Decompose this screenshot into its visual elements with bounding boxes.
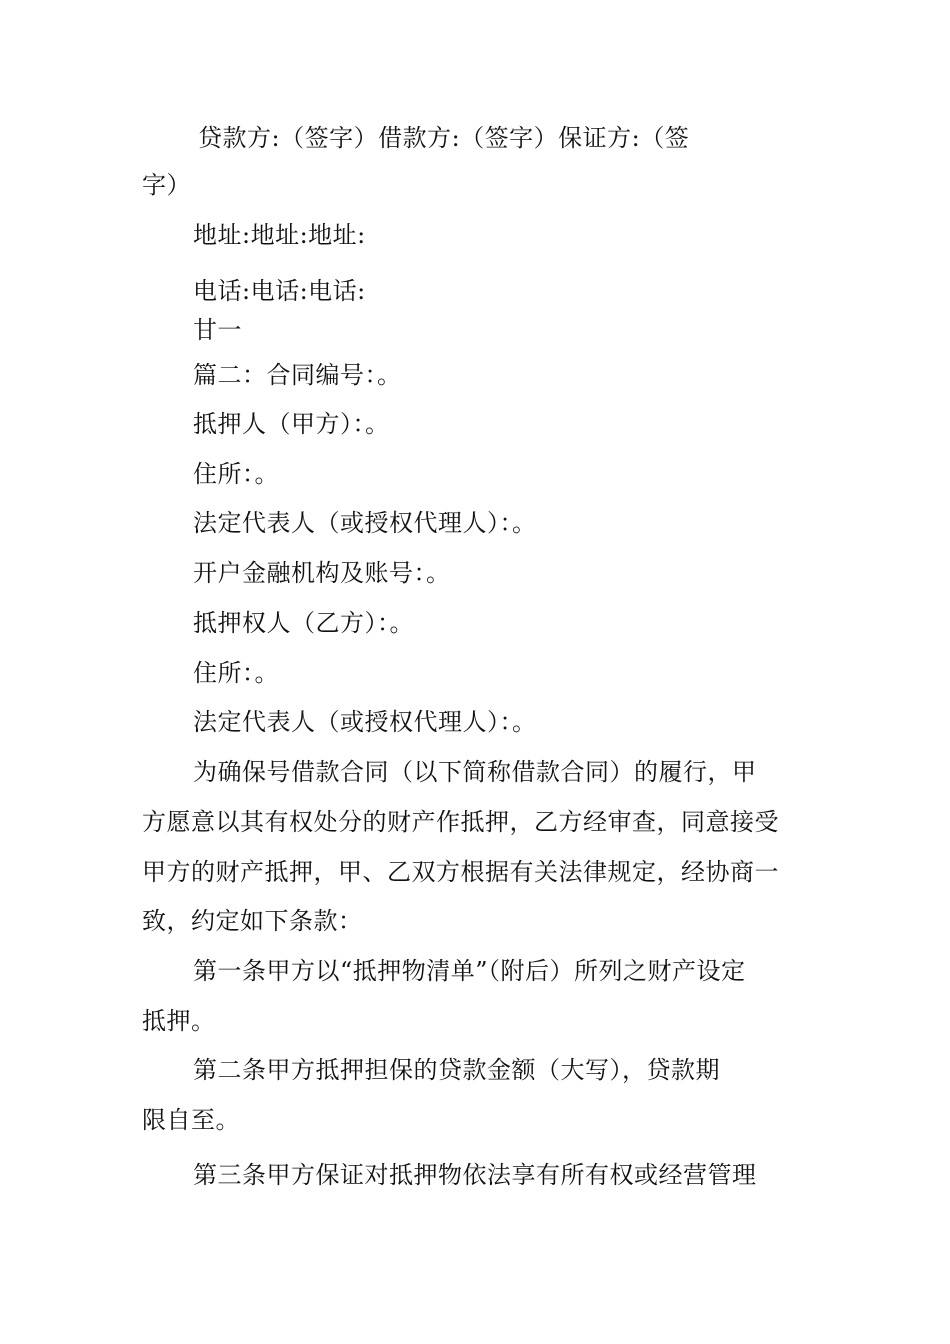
mortgagor-line: 抵押人（甲方）：。 — [193, 410, 390, 438]
preamble-line: 致，约定如下条款： — [142, 907, 363, 935]
preamble-line: 方愿意以其有权处分的财产作抵押，乙方经审查，同意接受 — [142, 808, 779, 836]
bank-account-line: 开户金融机构及账号：。 — [193, 559, 451, 587]
contract-number-line: 篇二：合同编号：。 — [193, 361, 402, 389]
mortgagee-address-line: 住所：。 — [193, 659, 279, 687]
preamble-line: 甲方的财产抵押，甲、乙双方根据有关法律规定，经协商一 — [142, 858, 779, 886]
mortgagor-representative-line: 法定代表人（或授权代理人）：。 — [193, 509, 537, 537]
mortgagor-address-line: 住所：。 — [193, 460, 279, 488]
address-line: 地址:地址:地址: — [193, 221, 366, 249]
article-one-line: 第一条甲方以“抵押物清单”（附后）所列之财产设定 — [193, 957, 746, 985]
phone-line: 电话:电话:电话: — [193, 277, 366, 305]
article-two-line: 限自至。 — [142, 1106, 240, 1134]
mortgagee-line: 抵押权人（乙方）：。 — [193, 609, 414, 637]
article-two-line: 第二条甲方抵押担保的贷款金额（大写），贷款期 — [193, 1056, 720, 1084]
mortgagee-representative-line: 法定代表人（或授权代理人）：。 — [193, 708, 537, 736]
signature-line-continued: 字） — [142, 171, 191, 199]
signature-line: 贷款方:（签字）借款方:（签字）保证方:（签 — [198, 124, 690, 152]
article-one-line: 抵押。 — [142, 1007, 216, 1035]
preamble-line: 为确保号借款合同（以下简称借款合同）的履行，甲 — [193, 758, 757, 786]
text-line: 甘一 — [193, 316, 242, 344]
article-three-line: 第三条甲方保证对抵押物依法享有所有权或经营管理 — [193, 1161, 757, 1189]
